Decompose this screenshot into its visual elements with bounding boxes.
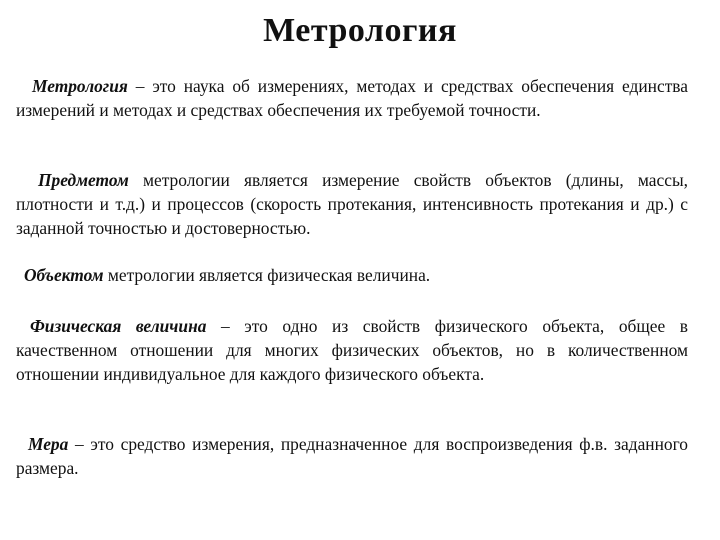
- definition-object: [16, 263, 688, 287]
- definition-text: метрологии является физическая величина.: [103, 265, 431, 285]
- page-title: Метрология: [263, 12, 457, 49]
- definition-text: – это средство измерения, предназначенное для воспроизведения ф.в. заданного размера.: [16, 434, 688, 478]
- term-measure: Мера: [28, 434, 69, 454]
- definition-text: метрологии является измерение свойств объектов (длины, массы, плотности и т.д.) и процессов (скорость протекания, интенсивность протекания и др.) с заданной точностью и достоверностью.: [16, 170, 688, 238]
- term-physical-quantity: Физическая величина: [30, 316, 207, 336]
- definition-metrology: [16, 74, 688, 122]
- definition-subject: [16, 168, 688, 240]
- term-object: Объектом: [24, 265, 104, 285]
- definition-measure: [16, 432, 688, 480]
- definition-text: – это одно из свойств физического объекта, общее в качественном отношении для многих физических объектов, но в количественном отношении индивидуальное для каждого физического объекта.: [16, 316, 688, 384]
- definition-physical-quantity: [16, 314, 688, 386]
- term-subject: Предметом: [38, 170, 129, 190]
- term-metrology: Метрология: [32, 76, 128, 96]
- definition-text: – это наука об измерениях, методах и средствах обеспечения единства измерений и методах и средствах обеспечения их требуемой точности.: [16, 76, 688, 120]
